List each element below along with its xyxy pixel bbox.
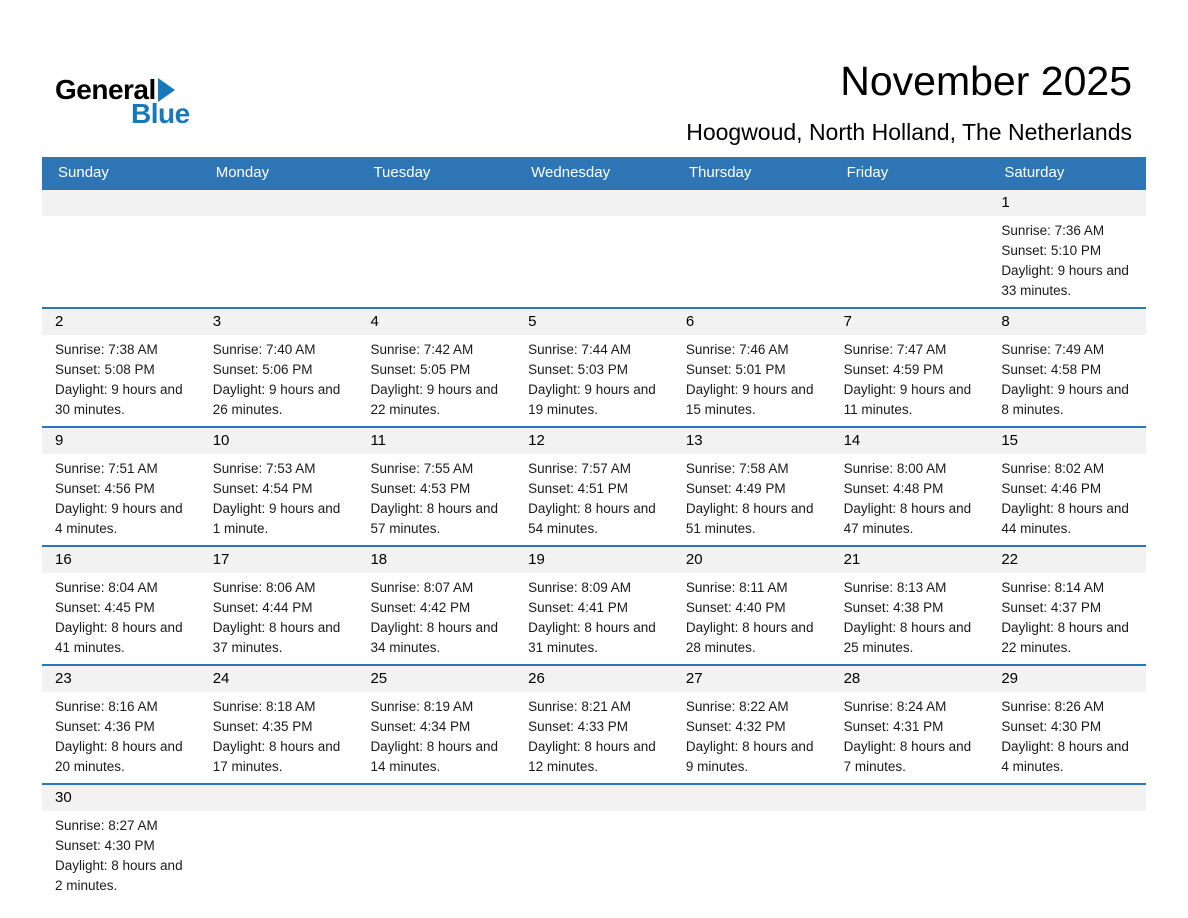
day-cell <box>42 428 200 545</box>
daylight-text: Daylight: 8 hours and 41 minutes. <box>55 620 183 655</box>
sunrise-text: Sunrise: 8:26 AM <box>1001 699 1105 714</box>
daylight-text: Daylight: 8 hours and 44 minutes. <box>1001 501 1129 536</box>
day-number: 6 <box>673 309 831 335</box>
day-number <box>357 190 515 216</box>
weekday-header <box>42 157 1146 188</box>
day-cell <box>988 666 1146 783</box>
sunset-text: Sunset: 5:10 PM <box>1001 243 1102 258</box>
sunset-text: Sunset: 4:30 PM <box>55 838 155 853</box>
day-details <box>988 573 1146 664</box>
empty-day-cell <box>673 190 831 307</box>
day-details <box>200 454 358 545</box>
day-number <box>42 190 200 216</box>
week-row <box>42 426 1146 545</box>
day-number: 30 <box>42 785 200 811</box>
day-details <box>831 216 989 227</box>
day-details <box>200 692 358 783</box>
daylight-text: Daylight: 8 hours and 12 minutes. <box>528 739 656 774</box>
daylight-text: Daylight: 8 hours and 17 minutes. <box>212 739 341 774</box>
day-cell <box>831 666 989 783</box>
brand-blue: Blue <box>131 98 190 129</box>
day-cell <box>988 428 1146 545</box>
sunset-text: Sunset: 5:01 PM <box>685 362 786 377</box>
daylight-text: Daylight: 9 hours and 15 minutes. <box>685 382 814 417</box>
week-row <box>42 545 1146 664</box>
sunrise-text: Sunrise: 8:04 AM <box>55 580 158 595</box>
day-cell <box>357 666 515 783</box>
sunset-text: Sunset: 4:31 PM <box>843 719 944 734</box>
day-cell <box>200 666 358 783</box>
daylight-text: Daylight: 8 hours and 25 minutes. <box>843 620 972 655</box>
day-number <box>200 785 358 811</box>
sunrise-text: Sunrise: 8:14 AM <box>1001 580 1105 595</box>
day-cell <box>200 428 358 545</box>
day-details <box>831 573 989 664</box>
sunset-text: Sunset: 4:49 PM <box>685 481 786 496</box>
day-details <box>673 692 831 783</box>
sunrise-text: Sunrise: 7:46 AM <box>685 342 789 357</box>
sunset-text: Sunset: 4:51 PM <box>528 481 628 496</box>
sunrise-text: Sunrise: 8:06 AM <box>212 580 316 595</box>
day-number: 5 <box>515 309 673 335</box>
sunrise-text: Sunrise: 7:53 AM <box>212 461 316 476</box>
sunrise-text: Sunrise: 7:49 AM <box>1001 342 1105 357</box>
day-details <box>42 454 200 545</box>
brand-logo <box>55 76 190 128</box>
day-number: 7 <box>831 309 989 335</box>
day-details <box>988 811 1146 822</box>
day-details <box>357 573 515 664</box>
weekday-label-thursday: Thursday <box>688 164 752 181</box>
sunrise-text: Sunrise: 7:44 AM <box>528 342 631 357</box>
daylight-text: Daylight: 9 hours and 26 minutes. <box>212 382 341 417</box>
weekday-label-friday: Friday <box>846 164 889 181</box>
day-number <box>673 785 831 811</box>
sunset-text: Sunset: 4:46 PM <box>1001 481 1102 496</box>
sunrise-text: Sunrise: 8:24 AM <box>843 699 947 714</box>
day-details <box>988 454 1146 545</box>
daylight-text: Daylight: 8 hours and 34 minutes. <box>370 620 499 655</box>
daylight-text: Daylight: 8 hours and 4 minutes. <box>1001 739 1129 774</box>
sunrise-text: Sunrise: 8:02 AM <box>1001 461 1105 476</box>
day-number: 28 <box>831 666 989 692</box>
day-number <box>357 785 515 811</box>
day-details <box>200 573 358 664</box>
day-cell <box>357 309 515 426</box>
sunset-text: Sunset: 4:42 PM <box>370 600 471 615</box>
day-number: 19 <box>515 547 673 573</box>
daylight-text: Daylight: 9 hours and 19 minutes. <box>528 382 656 417</box>
empty-day-cell <box>673 785 831 902</box>
daylight-text: Daylight: 9 hours and 33 minutes. <box>1001 263 1129 298</box>
day-cell <box>515 547 673 664</box>
empty-day-cell <box>515 190 673 307</box>
sunset-text: Sunset: 4:45 PM <box>55 600 155 615</box>
sunrise-text: Sunrise: 7:58 AM <box>685 461 789 476</box>
daylight-text: Daylight: 8 hours and 14 minutes. <box>370 739 499 774</box>
day-number <box>515 785 673 811</box>
day-details <box>988 692 1146 783</box>
day-number: 11 <box>357 428 515 454</box>
sunset-text: Sunset: 4:32 PM <box>685 719 786 734</box>
day-details <box>200 335 358 426</box>
sunset-text: Sunset: 4:35 PM <box>212 719 313 734</box>
day-number: 18 <box>357 547 515 573</box>
daylight-text: Daylight: 8 hours and 20 minutes. <box>55 739 183 774</box>
day-details <box>515 573 673 664</box>
day-cell <box>988 190 1146 307</box>
empty-day-cell <box>357 190 515 307</box>
daylight-text: Daylight: 8 hours and 2 minutes. <box>55 858 183 893</box>
day-number: 23 <box>42 666 200 692</box>
day-cell <box>42 666 200 783</box>
day-number: 26 <box>515 666 673 692</box>
day-details <box>831 454 989 545</box>
empty-day-cell <box>200 190 358 307</box>
sunset-text: Sunset: 4:34 PM <box>370 719 471 734</box>
day-details <box>515 216 673 227</box>
daylight-text: Daylight: 9 hours and 8 minutes. <box>1001 382 1129 417</box>
day-number: 25 <box>357 666 515 692</box>
day-cell <box>988 547 1146 664</box>
day-number <box>831 190 989 216</box>
daylight-text: Daylight: 9 hours and 22 minutes. <box>370 382 499 417</box>
empty-day-cell <box>42 190 200 307</box>
daylight-text: Daylight: 8 hours and 7 minutes. <box>843 739 972 774</box>
day-number: 4 <box>357 309 515 335</box>
day-number: 20 <box>673 547 831 573</box>
daylight-text: Daylight: 8 hours and 9 minutes. <box>685 739 814 774</box>
day-details <box>515 335 673 426</box>
sunset-text: Sunset: 4:30 PM <box>1001 719 1102 734</box>
day-number <box>988 785 1146 811</box>
sunrise-text: Sunrise: 8:07 AM <box>370 580 474 595</box>
weekday-label-sunday: Sunday <box>58 164 109 181</box>
sunset-text: Sunset: 5:05 PM <box>370 362 471 377</box>
weekday-label-saturday: Saturday <box>1004 164 1065 181</box>
week-row <box>42 783 1146 902</box>
day-number <box>673 190 831 216</box>
day-cell <box>673 309 831 426</box>
day-cell <box>200 547 358 664</box>
daylight-text: Daylight: 8 hours and 57 minutes. <box>370 501 499 536</box>
sunset-text: Sunset: 4:44 PM <box>212 600 313 615</box>
day-number: 3 <box>200 309 358 335</box>
day-cell <box>988 309 1146 426</box>
day-details <box>515 811 673 822</box>
day-details <box>42 216 200 227</box>
empty-day-cell <box>200 785 358 902</box>
daylight-text: Daylight: 8 hours and 51 minutes. <box>685 501 814 536</box>
day-cell <box>42 309 200 426</box>
day-cell <box>673 666 831 783</box>
day-number <box>831 785 989 811</box>
sunrise-text: Sunrise: 7:55 AM <box>370 461 474 476</box>
empty-day-cell <box>831 785 989 902</box>
day-number: 16 <box>42 547 200 573</box>
sunset-text: Sunset: 4:38 PM <box>843 600 944 615</box>
header-titles <box>686 58 1132 146</box>
day-cell <box>42 785 200 902</box>
day-cell <box>200 309 358 426</box>
sunset-text: Sunset: 4:48 PM <box>843 481 944 496</box>
day-cell <box>357 428 515 545</box>
daylight-text: Daylight: 8 hours and 54 minutes. <box>528 501 656 536</box>
weekday-label-wednesday: Wednesday <box>531 164 611 181</box>
day-details <box>673 335 831 426</box>
sunrise-text: Sunrise: 8:27 AM <box>55 818 158 833</box>
day-details <box>357 335 515 426</box>
sunrise-text: Sunrise: 8:11 AM <box>685 580 788 595</box>
day-number: 15 <box>988 428 1146 454</box>
sunset-text: Sunset: 4:36 PM <box>55 719 155 734</box>
day-details <box>357 692 515 783</box>
day-details <box>200 811 358 822</box>
sunrise-text: Sunrise: 7:40 AM <box>212 342 316 357</box>
sunset-text: Sunset: 4:58 PM <box>1001 362 1102 377</box>
weekday-label-tuesday: Tuesday <box>373 164 431 181</box>
sunset-text: Sunset: 4:53 PM <box>370 481 471 496</box>
day-cell <box>831 309 989 426</box>
day-details <box>673 811 831 822</box>
day-number: 22 <box>988 547 1146 573</box>
day-details <box>831 335 989 426</box>
day-cell <box>515 428 673 545</box>
day-number: 27 <box>673 666 831 692</box>
sunset-text: Sunset: 5:06 PM <box>212 362 313 377</box>
sunrise-text: Sunrise: 7:47 AM <box>843 342 947 357</box>
day-details <box>515 454 673 545</box>
day-cell <box>357 547 515 664</box>
sunrise-text: Sunrise: 8:21 AM <box>528 699 631 714</box>
sunrise-text: Sunrise: 8:18 AM <box>212 699 316 714</box>
weeks-container <box>42 188 1146 902</box>
day-number: 2 <box>42 309 200 335</box>
daylight-text: Daylight: 8 hours and 22 minutes. <box>1001 620 1129 655</box>
sunrise-text: Sunrise: 8:19 AM <box>370 699 474 714</box>
day-number <box>200 190 358 216</box>
week-row <box>42 188 1146 307</box>
day-details <box>673 573 831 664</box>
daylight-text: Daylight: 8 hours and 47 minutes. <box>843 501 972 536</box>
day-cell <box>673 428 831 545</box>
day-number: 9 <box>42 428 200 454</box>
sunset-text: Sunset: 4:37 PM <box>1001 600 1102 615</box>
day-details <box>42 692 200 783</box>
day-details <box>515 692 673 783</box>
day-details <box>831 692 989 783</box>
day-cell <box>831 547 989 664</box>
day-details <box>42 335 200 426</box>
calendar-table <box>42 157 1146 902</box>
sunrise-text: Sunrise: 8:22 AM <box>685 699 789 714</box>
sunset-text: Sunset: 5:08 PM <box>55 362 155 377</box>
sunrise-text: Sunrise: 7:51 AM <box>55 461 158 476</box>
sunrise-text: Sunrise: 7:36 AM <box>1001 223 1105 238</box>
day-number: 12 <box>515 428 673 454</box>
week-row <box>42 664 1146 783</box>
day-details <box>200 216 358 227</box>
sunrise-text: Sunrise: 8:16 AM <box>55 699 158 714</box>
sunset-text: Sunset: 5:03 PM <box>528 362 628 377</box>
day-details <box>42 811 200 902</box>
sunrise-text: Sunrise: 7:42 AM <box>370 342 474 357</box>
day-number: 10 <box>200 428 358 454</box>
day-cell <box>673 547 831 664</box>
daylight-text: Daylight: 8 hours and 28 minutes. <box>685 620 814 655</box>
day-number: 1 <box>988 190 1146 216</box>
weekday-label-monday: Monday <box>215 164 270 181</box>
day-cell <box>515 666 673 783</box>
day-details <box>673 454 831 545</box>
day-number: 24 <box>200 666 358 692</box>
sunset-text: Sunset: 4:59 PM <box>843 362 944 377</box>
sunrise-text: Sunrise: 8:09 AM <box>528 580 631 595</box>
day-details <box>988 335 1146 426</box>
empty-day-cell <box>357 785 515 902</box>
day-cell <box>42 547 200 664</box>
day-number: 13 <box>673 428 831 454</box>
sunrise-text: Sunrise: 7:38 AM <box>55 342 158 357</box>
daylight-text: Daylight: 8 hours and 37 minutes. <box>212 620 341 655</box>
brand-general-text: General <box>55 74 156 105</box>
sunrise-text: Sunrise: 7:57 AM <box>528 461 631 476</box>
sunrise-text: Sunrise: 8:13 AM <box>843 580 947 595</box>
day-details <box>357 216 515 227</box>
day-number: 29 <box>988 666 1146 692</box>
daylight-text: Daylight: 9 hours and 1 minute. <box>212 501 341 536</box>
sunset-text: Sunset: 4:41 PM <box>528 600 628 615</box>
empty-day-cell <box>831 190 989 307</box>
day-number: 21 <box>831 547 989 573</box>
day-number: 17 <box>200 547 358 573</box>
sunset-text: Sunset: 4:33 PM <box>528 719 628 734</box>
daylight-text: Daylight: 9 hours and 11 minutes. <box>843 382 972 417</box>
day-number: 14 <box>831 428 989 454</box>
sunset-text: Sunset: 4:54 PM <box>212 481 313 496</box>
page-subtitle: Hoogwoud, North Holland, The Netherlands <box>686 119 1132 145</box>
day-details <box>357 454 515 545</box>
day-details <box>831 811 989 822</box>
day-details <box>357 811 515 822</box>
day-details <box>988 216 1146 307</box>
daylight-text: Daylight: 8 hours and 31 minutes. <box>528 620 656 655</box>
day-cell <box>515 309 673 426</box>
week-row <box>42 307 1146 426</box>
empty-day-cell <box>988 785 1146 902</box>
sunrise-text: Sunrise: 8:00 AM <box>843 461 947 476</box>
day-cell <box>831 428 989 545</box>
page-title: November 2025 <box>840 58 1132 104</box>
sunset-text: Sunset: 4:40 PM <box>685 600 786 615</box>
day-details <box>673 216 831 227</box>
daylight-text: Daylight: 9 hours and 4 minutes. <box>55 501 183 536</box>
empty-day-cell <box>515 785 673 902</box>
day-number <box>515 190 673 216</box>
daylight-text: Daylight: 9 hours and 30 minutes. <box>55 382 183 417</box>
day-number: 8 <box>988 309 1146 335</box>
sunset-text: Sunset: 4:56 PM <box>55 481 155 496</box>
day-details <box>42 573 200 664</box>
